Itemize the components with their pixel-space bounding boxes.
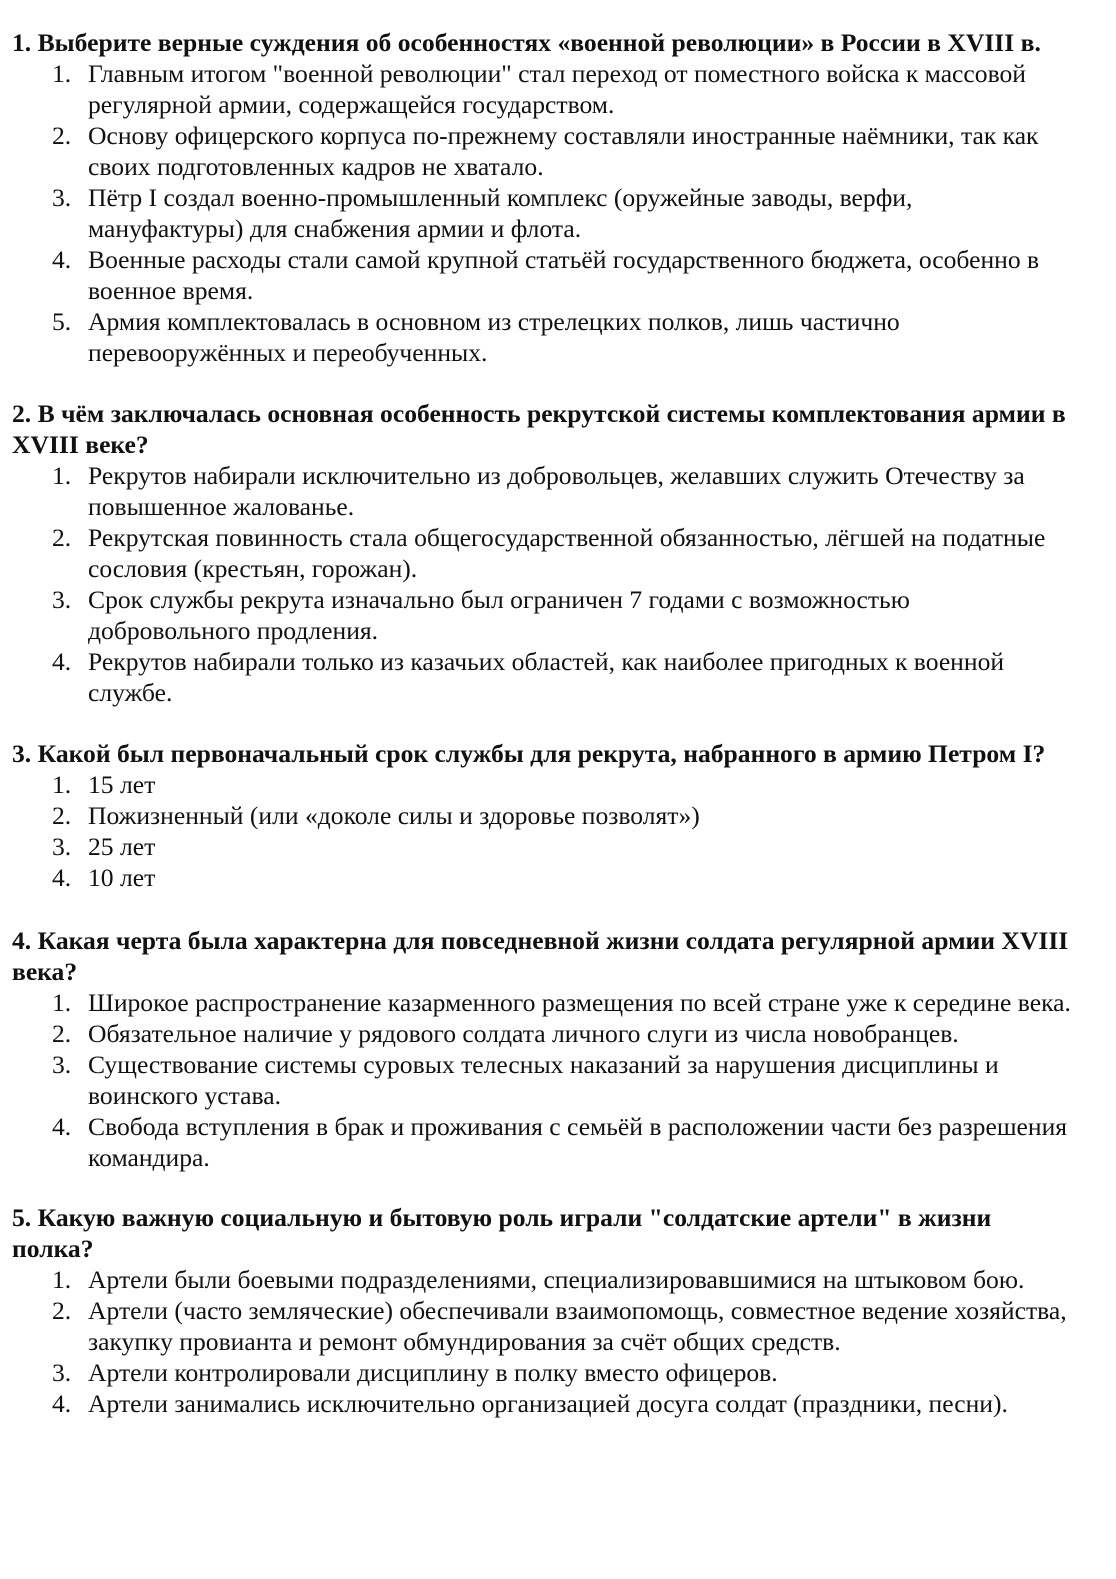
option-text-line: командира.	[88, 1143, 210, 1172]
option-text-line: перевооружённых и переобученных.	[88, 338, 488, 367]
answer-option	[12, 862, 1116, 893]
option-text-line: Армия комплектовалась в основном из стрелецких полков, лишь частично	[88, 307, 900, 336]
option-number: 4.	[52, 245, 72, 274]
option-text-line: Рекрутов набирали исключительно из добровольцев, желавших служить Отечеству за	[88, 461, 1025, 490]
answer-option	[12, 244, 1116, 306]
option-number: 1.	[52, 988, 72, 1017]
option-text-line: Артели были боевыми подразделениями, специализировавшимися на штыковом бою.	[88, 1265, 1025, 1294]
question-title	[12, 398, 1116, 460]
answer-option	[12, 1264, 1116, 1295]
question-title-line: века?	[12, 957, 78, 986]
option-text-line: Основу офицерского корпуса по-прежнему составляли иностранные наёмники, так как	[88, 121, 1039, 150]
answer-option	[12, 1111, 1116, 1173]
option-text-line: Существование системы суровых телесных наказаний за нарушения дисциплины и	[88, 1050, 999, 1079]
option-text-line: Главным итогом "военной революции" стал переход от поместного войска к массовой	[88, 59, 1026, 88]
option-number: 3.	[52, 832, 72, 861]
question-1	[12, 27, 1116, 368]
answer-option	[12, 584, 1116, 646]
option-text-line: своих подготовленных кадров не хватало.	[88, 152, 544, 181]
option-text-line: Артели (часто земляческие) обеспечивали взаимопомощь, совместное ведение хозяйства,	[88, 1296, 1067, 1325]
question-title-line: 4. Какая черта была характерна для повседневной жизни солдата регулярной армии XVIII	[12, 926, 1069, 955]
option-number: 2.	[52, 523, 72, 552]
option-text-line: добровольного продления.	[88, 616, 379, 645]
answer-option	[12, 1049, 1116, 1111]
option-text-line: Свобода вступления в брак и проживания с семьёй в расположении части без разрешения	[88, 1112, 1068, 1141]
answer-option	[12, 646, 1116, 708]
option-text-line: повышенное жалованье.	[88, 492, 355, 521]
option-text-line: закупку провианта и ремонт обмундирования за счёт общих средств.	[88, 1327, 841, 1356]
option-number: 1.	[52, 461, 72, 490]
option-text-line: Широкое распространение казарменного размещения по всей стране уже к середине века.	[88, 988, 1071, 1017]
option-text-line: сословия (крестьян, горожан).	[88, 554, 418, 583]
option-text-line: Обязательное наличие у рядового солдата личного слуги из числа новобранцев.	[88, 1019, 959, 1048]
option-number: 5.	[52, 307, 72, 336]
question-title-line: 3. Какой был первоначальный срок службы для рекрута, набранного в армию Петром I?	[12, 739, 1046, 768]
answer-option	[12, 306, 1116, 368]
option-text-line: регулярной армии, содержащейся государством.	[88, 90, 615, 119]
option-text-line: Рекрутская повинность стала общегосударственной обязанностью, лёгшей на податные	[88, 523, 1046, 552]
option-text-line: 25 лет	[88, 832, 156, 861]
question-5	[12, 1202, 1116, 1419]
option-number: 2.	[52, 1019, 72, 1048]
answer-option	[12, 120, 1116, 182]
answer-option	[12, 522, 1116, 584]
question-title	[12, 27, 1116, 58]
option-number: 2.	[52, 1296, 72, 1325]
answer-option	[12, 800, 1116, 831]
option-number: 4.	[52, 863, 72, 892]
option-number: 2.	[52, 801, 72, 830]
question-title-line: полка?	[12, 1234, 94, 1263]
option-number: 3.	[52, 183, 72, 212]
answer-options	[12, 987, 1116, 1173]
option-number: 3.	[52, 1358, 72, 1387]
question-title-line: 2. В чём заключалась основная особенность рекрутской системы комплектования армии в	[12, 399, 1066, 428]
option-text-line: Рекрутов набирали только из казачьих областей, как наиболее пригодных к военной	[88, 647, 1005, 676]
option-number: 4.	[52, 647, 72, 676]
option-number: 4.	[52, 1389, 72, 1418]
answer-option	[12, 460, 1116, 522]
answer-option	[12, 769, 1116, 800]
option-number: 3.	[52, 585, 72, 614]
option-text-line: Пожизненный (или «доколе силы и здоровье позволят»)	[88, 801, 700, 830]
answer-options	[12, 58, 1116, 368]
option-text-line: Срок службы рекрута изначально был ограничен 7 годами с возможностью	[88, 585, 910, 614]
option-text-line: Артели контролировали дисциплину в полку вместо офицеров.	[88, 1358, 778, 1387]
option-text-line: Артели занимались исключительно организацией досуга солдат (праздники, песни).	[88, 1389, 1008, 1418]
question-title-line: 1. Выберите верные суждения об особенностях «военной революции» в России в XVIII в.	[12, 28, 1041, 57]
option-text-line: службе.	[88, 678, 173, 707]
option-text-line: 10 лет	[88, 863, 156, 892]
answer-option	[12, 1018, 1116, 1049]
option-number: 1.	[52, 770, 72, 799]
question-3	[12, 738, 1116, 893]
option-text-line: Пётр I создал военно-промышленный комплекс (оружейные заводы, верфи,	[88, 183, 913, 212]
option-number: 1.	[52, 59, 72, 88]
question-title	[12, 925, 1116, 987]
answer-option	[12, 58, 1116, 120]
question-title-line: XVIII веке?	[12, 430, 149, 459]
option-number: 1.	[52, 1265, 72, 1294]
answer-options	[12, 1264, 1116, 1419]
answer-option	[12, 182, 1116, 244]
option-text-line: воинского устава.	[88, 1081, 281, 1110]
option-text-line: мануфактуры) для снабжения армии и флота.	[88, 214, 582, 243]
answer-options	[12, 460, 1116, 708]
question-2	[12, 398, 1116, 708]
option-number: 4.	[52, 1112, 72, 1141]
option-text-line: Военные расходы стали самой крупной статьёй государственного бюджета, особенно в	[88, 245, 1040, 274]
question-title	[12, 738, 1116, 769]
answer-option	[12, 1357, 1116, 1388]
option-text-line: военное время.	[88, 276, 254, 305]
answer-options	[12, 769, 1116, 893]
option-text-line: 15 лет	[88, 770, 156, 799]
question-4	[12, 925, 1116, 1173]
answer-option	[12, 1295, 1116, 1357]
answer-option	[12, 831, 1116, 862]
question-title-line: 5. Какую важную социальную и бытовую роль играли "солдатские артели" в жизни	[12, 1203, 992, 1232]
option-number: 3.	[52, 1050, 72, 1079]
option-number: 2.	[52, 121, 72, 150]
question-title	[12, 1202, 1116, 1264]
answer-option	[12, 987, 1116, 1018]
answer-option	[12, 1388, 1116, 1419]
